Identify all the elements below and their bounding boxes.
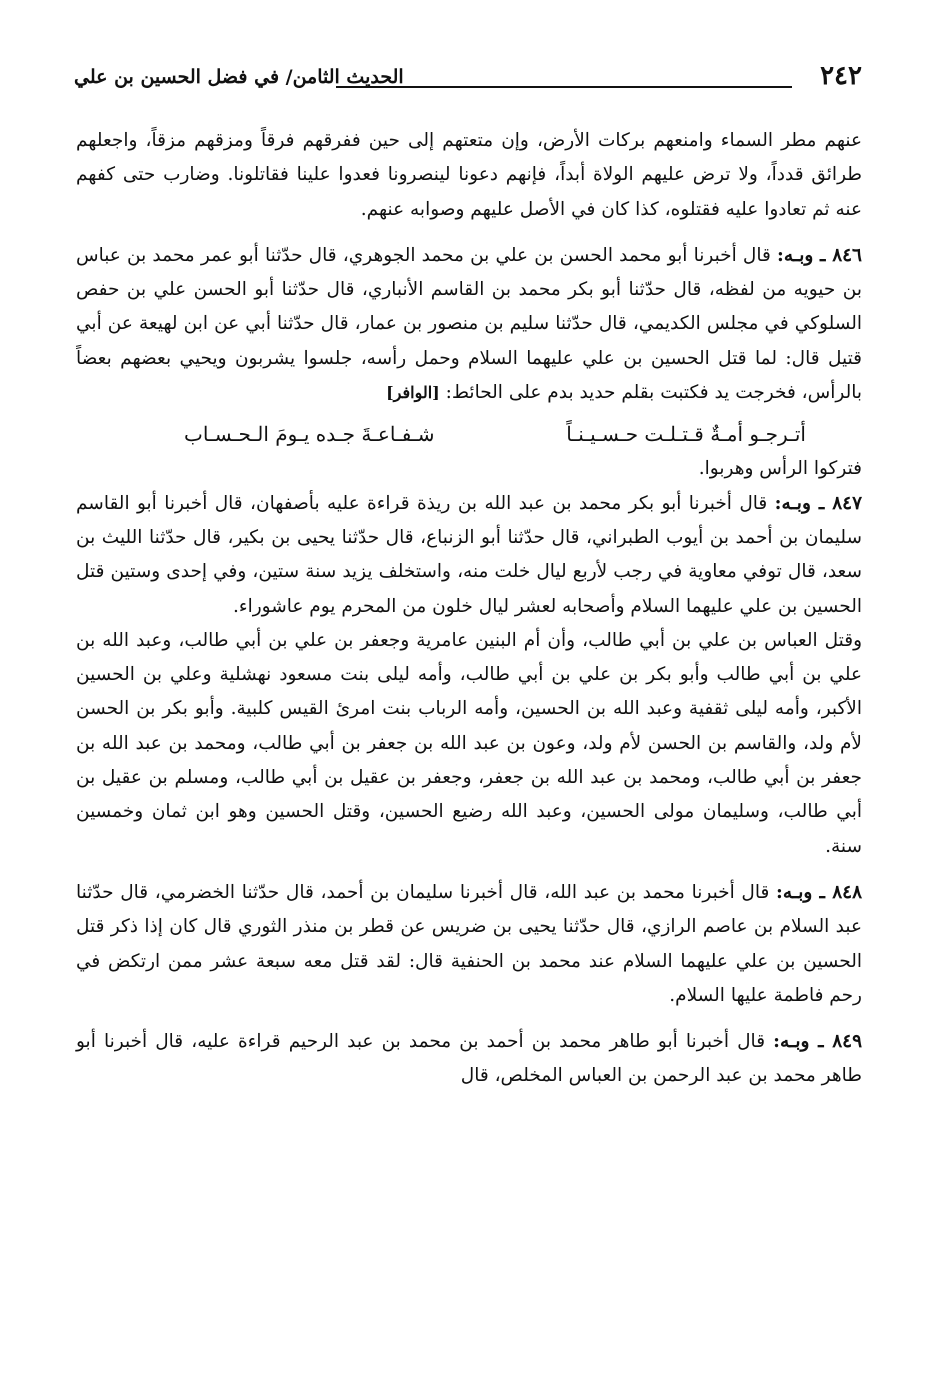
hadith-number: ٨٤٩ ـ وبـه:: [773, 1031, 863, 1053]
hadith-848: [76, 876, 862, 1013]
poem-verse: [76, 410, 862, 452]
page-header: [74, 58, 862, 98]
hadith-text: قال أخبرنا أبو طاهر محمد بن أحمد بن محمد بن عبد الرحيم قراءة عليه، قال أخبرنا أبو طاهر محمد بن عبد الرحمن بن العباس المخلص، قال: [76, 1031, 862, 1087]
running-title: الحديث الثامن/ في فضل الحسين بن علي: [74, 66, 404, 88]
spacer: [76, 864, 862, 876]
hadith-text: قال أخبرنا أبو محمد الحسن بن علي بن محمد الجوهري، قال حدّثنا أبو عمر محمد بن عباس بن حيويه من لفظه، قال حدّثنا أبو بكر محمد بن القاسم الأنباري، قال حدّثنا أبو الحسن علي بن حفص السلوكي في مجلس الكديمي، قال حدّثنا سليم بن منصور بن عمار، قال حدّثنا أبي عن ابن لهيعة عن أبي قتيل قال: لما قتل الحسين بن علي عليهما السلام وحمل رأسه، جلسوا يشربون ويحيي بعضهم بعضاً بالرأس، فخرجت يد فكتبت بقلم حديد بدم على الحائط:: [76, 244, 862, 404]
hadith-text: قال أخبرنا محمد بن عبد الله، قال أخبرنا سليمان بن أحمد، قال حدّثنا الخضرمي، قال حدّثنا عبد السلام بن عاصم الرازي، قال حدّثنا يحيى بن ضريس عن قطر بن منذر الثوري قال كان إذا ذكر قتل الحسين بن علي عليهما السلام عند محمد بن الحنفية قال: لقد قتل معه سبعة عشر ممن ارتكض في رحم فاطمة عليها السلام.: [76, 881, 862, 1006]
header-rule: [336, 86, 792, 88]
poem-first-hemistich: أتـرجـو أمـةٌ قـتـلـت حـسـيـنـاً: [566, 422, 806, 447]
hadith-number: ٨٤٦ ـ وبـه:: [777, 244, 862, 266]
hadith-text: قال أخبرنا أبو بكر محمد بن عبد الله بن ريذة قراءة عليه بأصفهان، قال أخبرنا أبو القاسم سليمان بن أحمد بن أيوب الطبراني، قال حدّثنا أبو الزنباع، قال حدّثنا يحيى بن بكير، قال حدّثنا الليث بن سعد، قال توفي معاوية في رجب لأربع ليال خلت منه، واستخلف يزيد سنة ستين، وفي إحدى وستين قتل الحسين بن علي عليهما السلام وأصحابه لعشر ليال خلون من المحرم يوم عاشوراء.: [76, 492, 862, 617]
spacer: [76, 1013, 862, 1025]
hadith-number: ٨٤٧ ـ وبـه:: [774, 492, 863, 514]
page-body: [76, 124, 862, 1094]
page-number: ٢٤٢: [820, 61, 862, 91]
hadith-847: [76, 487, 862, 624]
meter-label: [الوافر]: [386, 383, 440, 403]
hadith-846: [76, 239, 862, 410]
spacer: [76, 227, 862, 239]
hadith-849: [76, 1025, 862, 1094]
poem-second-hemistich: شـفـاعـةَ جـده يـومَ الـحـسـاب: [184, 422, 435, 447]
hadith-847-continued: وقتل العباس بن علي بن أبي طالب، وأن أم البنين عامرية وجعفر بن علي بن أبي طالب، وعبد الله بن علي بن أبي طالب وأبو بكر بن علي بن أبي طالب، وأمه ليلى بنت مسعود نهشلية وعلي بن الحسين الأكبر، وأمه ليلى ثقفية وعبد الله بن الحسين، وأمه الرباب بنت امرئ القيس كلبية. وأبو بكر بن الحسن لأم ولد، والقاسم بن الحسن لأم ولد، وعون بن عبد الله بن جعفر بن أبي طالب، ومحمد بن عبد الله بن جعفر بن أبي طالب، ومحمد بن عبد الله بن جعفر، وجعفر بن عقيل بن أبي طالب، ومسلم بن عقيل بن أبي طالب، وسليمان مولى الحسين، وعبد الله رضيع الحسين، وقتل الحسين وهو ابن ثمان وخمسين سنة.: [76, 629, 862, 857]
hadith-number: ٨٤٨ ـ وبـه:: [776, 881, 863, 903]
opening-paragraph: عنهم مطر السماء وامنعهم بركات الأرض، وإن متعتهم إلى حين ففرقهم فرقاً ومزقهم مزقاً، واجعلهم طرائق قدداً، ولا ترض عليهم الولاة أبداً، فإنهم دعونا لينصرونا فعدوا علينا فقاتلونا. وضارب حتى كفهم عنه ثم تعادوا عليه فقتلوه، كذا كان في الأصل عليهم وصوابه عنهم.: [76, 130, 862, 220]
after-poem-line: فتركوا الرأس وهربوا.: [698, 458, 862, 480]
